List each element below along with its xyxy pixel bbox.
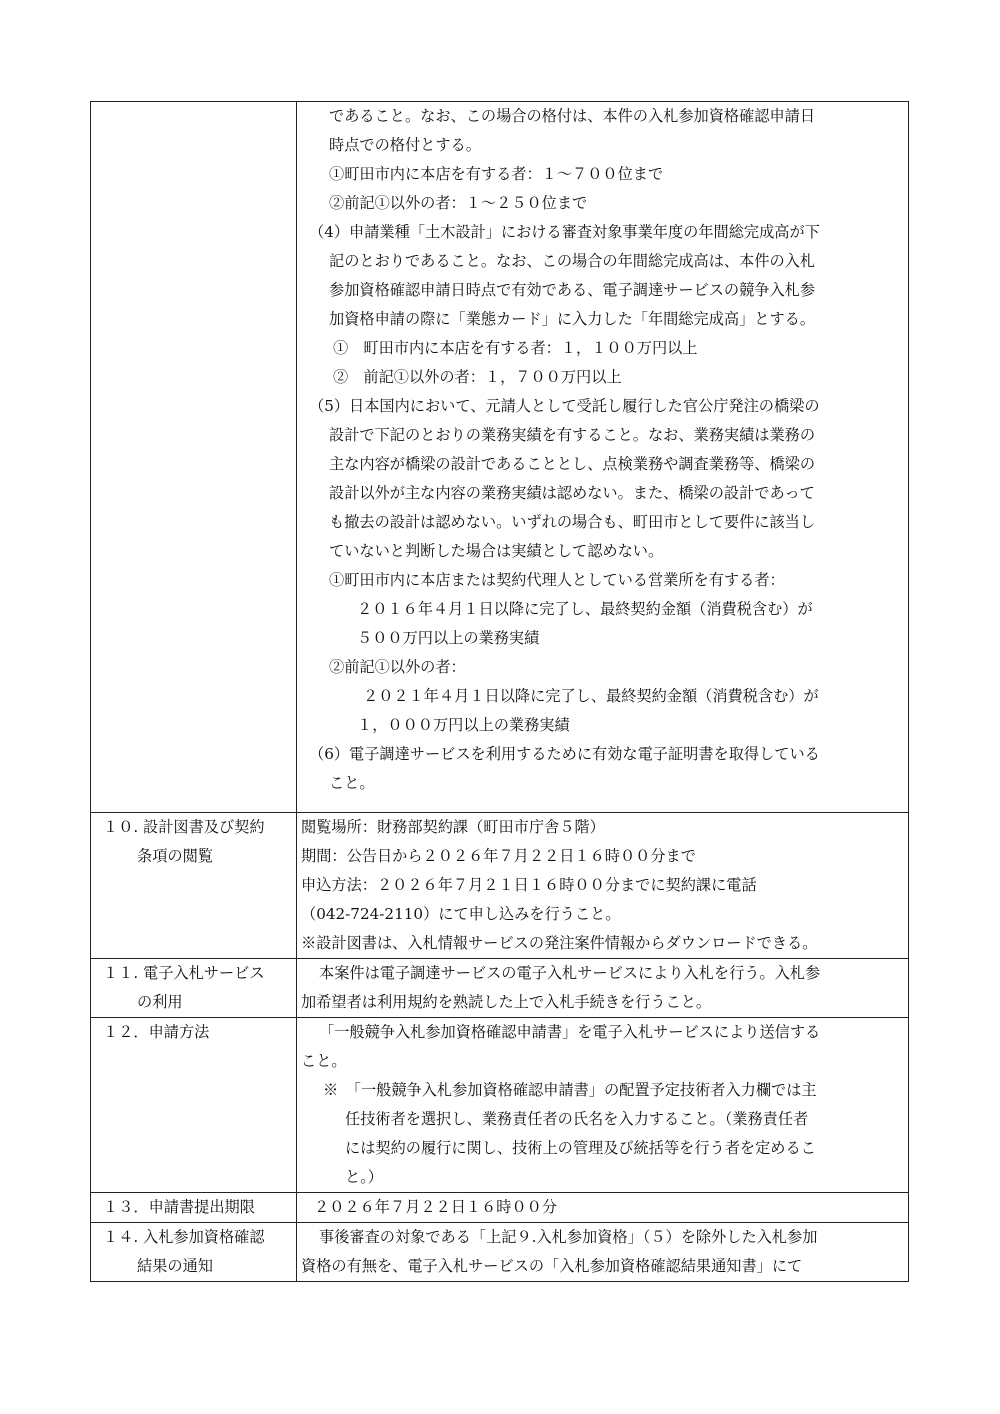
row-label-cell [91,1193,297,1223]
table-row-qualification-continued [91,102,909,813]
row-label: １１. 電子入札サービス [103,964,265,982]
content-line: こと。 [329,774,375,792]
row-content-cell [297,813,909,959]
content-line: 加希望者は利用規約を熟読した上で入札手続きを行うこと。 [301,993,712,1011]
content-line: ２０１６年４月１日以降に完了し、最終契約金額（消費税含む）が [357,600,813,618]
document-table [90,101,909,1282]
content-line: １，０００万円以上の業務実績 [357,716,570,734]
row-label: １２．申請方法 [103,1023,210,1041]
content-line: 加資格申請の際に「業態カード」に入力した「年間総完成高」とする。 [329,310,815,328]
row-content-cell [297,1223,909,1282]
content-line: 主な内容が橋梁の設計であることとし、点検業務や調査業務等、橋梁の [329,455,815,473]
content-line: 時点での格付とする。 [329,136,481,154]
row-content-cell [297,959,909,1018]
content-line: （5）日本国内において、元請人として受託し履行した官公庁発注の橋梁の [309,397,820,415]
content-line: （042-724-2110）にて申し込みを行うこと。 [301,905,621,923]
content-line: 設計以外が主な内容の業務実績は認めない。また、橋梁の設計であって [329,484,815,502]
content-line: も撤去の設計は認めない。いずれの場合も、町田市として要件に該当し [329,513,815,531]
content-line: 「一般競争入札参加資格確認申請書」を電子入札サービスにより送信する [319,1023,821,1041]
content-line: と。） [345,1168,383,1186]
content-line: （4）申請業種「土木設計」における審査対象事業年度の年間総完成高が下 [309,223,820,241]
content-line: 資格の有無を、電子入札サービスの「入札参加資格確認結果通知書」にて [301,1257,803,1275]
table-row-design-docs [91,813,909,959]
table-row-e-bidding [91,959,909,1018]
content-line: ※設計図書は、入札情報サービスの発注案件情報からダウンロードできる。 [301,934,818,952]
content-line: 本案件は電子調達サービスの電子入札サービスにより入札を行う。入札参 [319,964,821,982]
content-line: 申込方法：２０２６年７月２１日１６時００分までに契約課に電話 [301,876,757,894]
content-line: 期間：公告日から２０２６年７月２２日１６時００分まで [301,847,696,865]
row-label-cell [91,1018,297,1193]
row-label-cell [91,959,297,1018]
row-content-cell [297,102,909,813]
content-line: 閲覧場所：財務部契約課（町田市庁舎５階） [301,818,605,836]
row-content-cell [297,1193,909,1223]
content-line: ①町田市内に本店を有する者：１～７００位まで [329,165,664,183]
content-line: ていないと判断した場合は実績として認めない。 [329,542,664,560]
content-line: ２０２６年７月２２日１６時００分 [314,1198,557,1216]
content-line: ② 前記①以外の者：１，７００万円以上 [333,368,622,386]
content-line: ②前記①以外の者： [329,658,466,676]
row-label: １０. 設計図書及び契約 [103,818,265,836]
content-line: 設計で下記のとおりの業務実績を有すること。なお、業務実績は業務の [329,426,815,444]
row-label-cell [91,1223,297,1282]
row-label-continued: 結果の通知 [137,1257,213,1275]
row-label-continued: 条項の閲覧 [137,847,213,865]
table-row-qualification-result [91,1223,909,1282]
content-line: ※ 「一般競争入札参加資格確認申請書」の配置予定技術者入力欄では主 [323,1081,817,1099]
content-line: ５００万円以上の業務実績 [357,629,540,647]
row-label-cell [91,813,297,959]
content-line: こと。 [301,1052,347,1070]
content-line: ２０２１年４月１日以降に完了し、最終契約金額（消費税含む）が [363,687,819,705]
row-label-continued: の利用 [137,993,183,1011]
content-line: には契約の履行に関し、技術上の管理及び統括等を行う者を定めるこ [345,1139,816,1157]
content-line: ①町田市内に本店または契約代理人としている営業所を有する者： [329,571,785,589]
table-row-submission-deadline [91,1193,909,1223]
row-label-cell [91,102,297,813]
row-content-cell [297,1018,909,1193]
row-label: １４. 入札参加資格確認 [103,1228,265,1246]
content-line: （6）電子調達サービスを利用するために有効な電子証明書を取得している [309,745,820,763]
content-line: 事後審査の対象である「上記９.入札参加資格」（５）を除外した入札参加 [319,1228,818,1246]
table-row-application-method [91,1018,909,1193]
content-line: 任技術者を選択し、業務責任者の氏名を入力すること。（業務責任者 [345,1110,809,1128]
content-line: であること。なお、この場合の格付は、本件の入札参加資格確認申請日 [329,107,815,125]
row-label: １３．申請書提出期限 [103,1198,255,1216]
content-line: ②前記①以外の者：１～２５０位まで [329,194,588,212]
content-line: 参加資格確認申請日時点で有効である、電子調達サービスの競争入札参 [329,281,815,299]
content-line: ① 町田市内に本店を有する者：１，１００万円以上 [333,339,698,357]
content-line: 記のとおりであること。なお、この場合の年間総完成高は、本件の入札 [329,252,815,270]
